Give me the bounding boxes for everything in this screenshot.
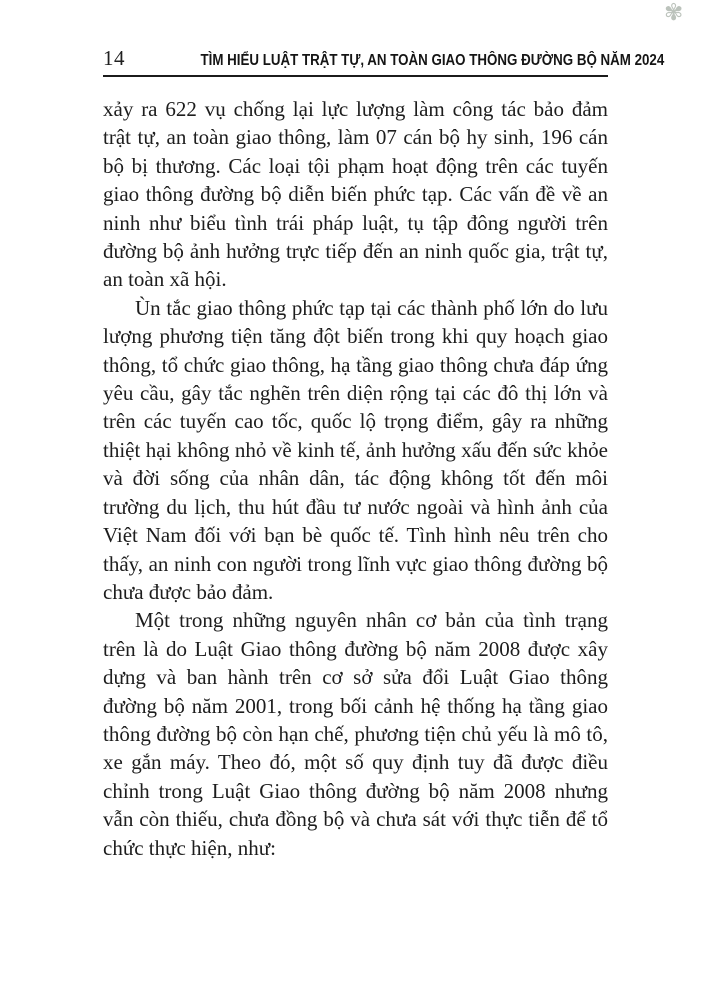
paragraph: xảy ra 622 vụ chống lại lực lượng làm công tác bảo đảm trật tự, an toàn giao thông, làm 07 cán bộ hy sinh, 196 cán bộ bị thương. Các loại tội phạm hoạt động trên các tuyến giao thông đường bộ diễn biến phức tạp. Các vấn đề về an ninh như biểu tình trái pháp luật, tụ tập đông người trên đường bộ ảnh hưởng trực tiếp đến an ninh quốc gia, trật tự, an toàn xã hội. [103,97,608,292]
page-number: 14 [103,46,125,70]
body-text [103,95,608,862]
florette-icon: ✾ [664,0,684,26]
header-divider [103,75,608,77]
paragraph: Một trong những nguyên nhân cơ bản của tình trạng trên là do Luật Giao thông đường bộ năm 2008 được xây dựng và ban hành trên cơ sở sửa đổi Luật Giao thông đường bộ năm 2001, trong bối cảnh hệ thống hạ tầng giao thông đường bộ còn hạn chế, phương tiện chủ yếu là mô tô, xe gắn máy. Theo đó, một số quy định tuy đã được điều chỉnh trong Luật Giao thông đường bộ năm 2008 nhưng vẫn còn thiếu, chưa đồng bộ và chưa sát với thực tiễn để tổ chức thực hiện, như: [103,608,608,860]
paragraph: Ùn tắc giao thông phức tạp tại các thành phố lớn do lưu lượng phương tiện tăng đột biến trong khi quy hoạch giao thông, tổ chức giao thông, hạ tầng giao thông chưa đáp ứng yêu cầu, gây tắc nghẽn trên diện rộng tại các đô thị lớn và trên các tuyến cao tốc, quốc lộ trọng điểm, gây ra những thiệt hại không nhỏ về kinh tế, ảnh hưởng xấu đến sức khỏe và đời sống của nhân dân, tác động không tốt đến môi trường du lịch, thu hút đầu tư nước ngoài và hình ảnh của Việt Nam đối với bạn bè quốc tế. Tình hình nêu trên cho thấy, an ninh con người trong lĩnh vực giao thông đường bộ chưa được bảo đảm. [103,295,608,604]
running-header-title: TÌM HIỂU LUẬT TRẬT TỰ, AN TOÀN GIAO THÔNG ĐƯỜNG BỘ NĂM 2024 [200,52,665,69]
page-header [103,46,665,72]
